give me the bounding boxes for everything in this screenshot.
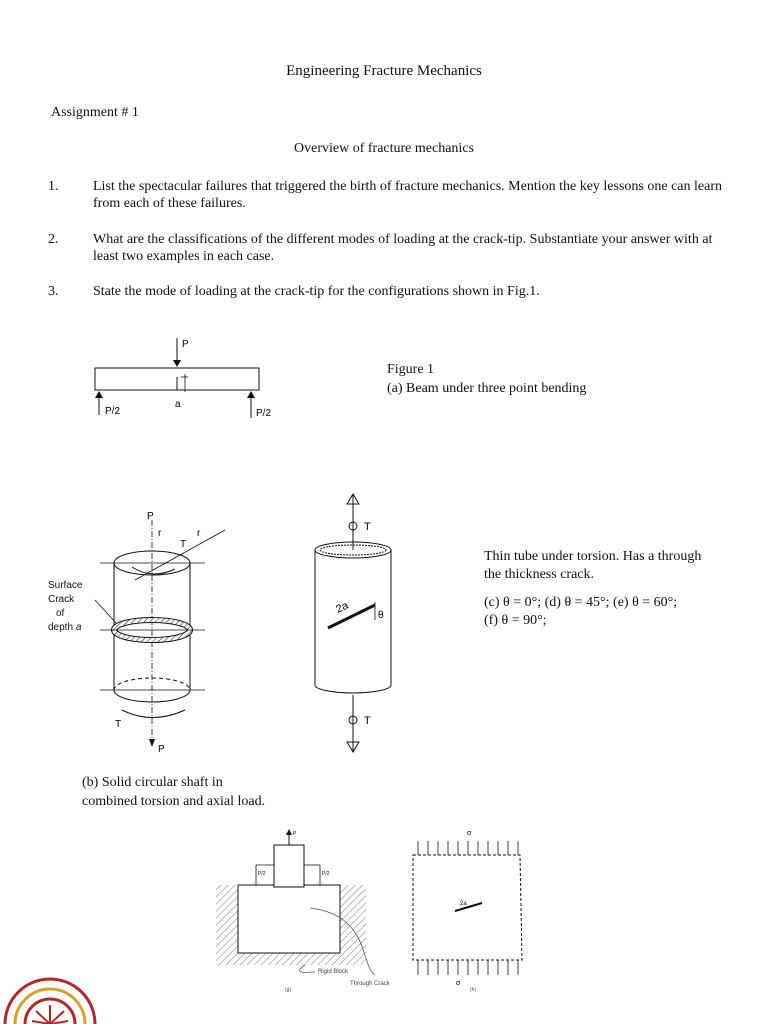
caption-h: (h) — [470, 987, 477, 993]
surface-crack-line: Crack — [48, 594, 75, 605]
punch-stem — [274, 845, 304, 887]
torque-bottom-arrow — [122, 710, 185, 718]
angle-label: θ — [378, 610, 384, 621]
figure-label: Figure 1 — [387, 362, 435, 377]
surface-crack-line: depth — [48, 622, 74, 633]
support-right-label: P/2 — [256, 408, 272, 419]
support-right-head — [247, 391, 255, 398]
tube-crack-label: 2a — [334, 599, 351, 616]
tube-description — [484, 548, 744, 630]
caption-g: (g) — [285, 987, 292, 993]
surface-crack-leader — [95, 600, 116, 623]
institute-logo — [0, 965, 100, 1024]
torque-top-label: T — [180, 539, 187, 550]
surface-crack-label — [48, 579, 82, 635]
tube-line-1: Thin tube under torsion. Has a through — [484, 549, 702, 564]
shaft-caption — [82, 773, 265, 811]
rigid-block-label: Rigid Block — [318, 969, 349, 975]
torque-bottom-label: T — [115, 719, 122, 730]
support-left-head — [95, 391, 103, 398]
load-bottom-label: P — [158, 744, 165, 755]
question-2 — [48, 231, 738, 265]
question-number: 3. — [48, 284, 59, 299]
left-half-label: P/2 — [258, 871, 266, 877]
beam-diagram — [85, 330, 285, 425]
load-label: P — [182, 339, 189, 350]
bottom-tension-arrows — [418, 960, 518, 975]
shaft-caption-line-2: combined torsion and axial load. — [82, 794, 266, 809]
question-3 — [48, 283, 738, 300]
top-tension-arrows — [418, 841, 518, 855]
question-number: 1. — [48, 179, 59, 194]
tube-cases-2: (f) θ = 90°; — [484, 613, 547, 628]
logo-petals — [32, 1005, 68, 1024]
bottom-figures — [210, 825, 530, 995]
surface-crack-line: Surface — [48, 580, 83, 591]
torque-top-label: T — [364, 521, 371, 533]
punch-load-label: P — [293, 831, 297, 837]
load-bottom-arrow — [149, 739, 155, 747]
punch-load-head — [286, 829, 292, 835]
figure-part-a: (a) Beam under three point bending — [387, 381, 587, 396]
load-top-label: P — [147, 511, 154, 522]
question-text: List the spectacular failures that triggered the birth of fracture mechanics. Mention the key lessons one can learn from each of these failures. — [93, 179, 722, 211]
tube-bottom — [315, 685, 391, 693]
surface-crack-var: a — [75, 622, 82, 633]
through-crack-label: Through Crack — [350, 981, 390, 987]
document-title: Engineering Fracture Mechanics — [286, 63, 482, 79]
section-title: Overview of fracture mechanics — [294, 141, 474, 156]
rigid-block-cavity — [238, 885, 340, 953]
radius-label-2: r — [197, 528, 201, 539]
torque-bottom-label: T — [364, 715, 371, 727]
crack-label: a — [175, 399, 181, 410]
question-1 — [48, 178, 738, 212]
radius-line — [135, 530, 225, 580]
question-text: What are the classifications of the different modes of loading at the crack-tip. Substantiate your answer with at least two examples in each case. — [93, 232, 713, 264]
support-left-label: P/2 — [105, 406, 121, 417]
question-number: 2. — [48, 232, 59, 247]
question-text: State the mode of loading at the crack-tip for the configurations shown in Fig.1. — [93, 284, 540, 299]
tube-cases-1: (c) θ = 0°; (d) θ = 45°; (e) θ = 60°; — [484, 595, 678, 610]
rigid-block-leader — [300, 965, 315, 972]
right-half-label: P/2 — [322, 871, 330, 877]
plate-crack-label: 2a — [460, 901, 467, 907]
tube-line-2: the thickness crack. — [484, 567, 595, 582]
figure-1-caption — [387, 360, 586, 398]
load-arrow-head — [173, 360, 181, 367]
sigma-top-label: σ — [467, 830, 472, 837]
radius-label-1: r — [158, 528, 162, 539]
torque-top-arrow — [132, 567, 175, 574]
sigma-bottom-label: σ — [456, 980, 461, 987]
surface-crack-line: of — [56, 608, 65, 619]
assignment-number: Assignment # 1 — [51, 105, 139, 120]
shaft-caption-line-1: (b) Solid circular shaft in — [82, 775, 223, 790]
tube-diagram — [300, 490, 410, 760]
